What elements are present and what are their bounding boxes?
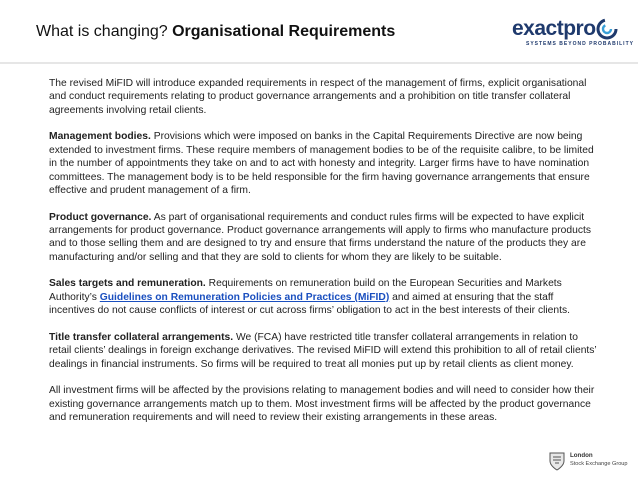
- product-text: As part of organisational requirements and conduct rules firms will be expected to have explicit arrangements for product governance. Product governance arrangements will apply to firms who manufacture products and to those selling them and are designed to try and ensure that firms understand the nature of the products they are manufacturing and/or selling and that they are sold to clients for whom they are likely to be suitable.: [49, 211, 592, 263]
- lse-name: London: [570, 452, 593, 459]
- logo-tagline: SYSTEMS BEYOND PROBABILITY: [526, 41, 634, 47]
- lse-subtitle: Stock Exchange Group: [570, 461, 628, 467]
- sales-heading: Sales targets and remuneration.: [49, 278, 206, 290]
- sales-text-before: Requirements on remuneration build on the European Securities and Markets Authority’s: [49, 278, 562, 303]
- management-text: Provisions which were imposed on banks in the Capital Requirements Directive are now being extended to investment firms. These require members of management bodies to be of the requisite calibre, to be limited in the number of appointments they take on and to act with honesty and integrity. Larger firms have to have nomination committees. The management body is to be held responsible for the firm having governance arrangements that ensure effective and prudent management of a firm.: [49, 131, 594, 197]
- product-heading: Product governance.: [49, 211, 152, 223]
- header-divider: [0, 62, 638, 64]
- title-transfer-paragraph: [49, 331, 597, 371]
- exactpro-logo: [512, 17, 634, 53]
- management-paragraph: [49, 130, 597, 197]
- title-bold: Organisational Requirements: [172, 23, 396, 40]
- content-body: [49, 77, 597, 438]
- sales-text-after: and aimed at ensuring that the staff incentives do not cause conflicts of interest or cut across firms’ obligation to act in the best interests of their clients.: [49, 291, 571, 317]
- title-prefix: What is changing?: [36, 23, 173, 40]
- lse-logo: [548, 451, 628, 475]
- lse-crest-icon: [548, 451, 566, 471]
- logo-wordmark: exactpro: [512, 17, 596, 40]
- page-title: [36, 23, 395, 41]
- sales-paragraph: [49, 277, 597, 317]
- intro-paragraph: The revised MiFID will introduce expanded requirements in respect of the management of firms, explicit organisational and conduct requirements relating to product governance arrangements and a prohibition on title transfer collateral agreements involving retail clients.: [49, 78, 587, 116]
- slide-header: [0, 0, 638, 62]
- product-paragraph: [49, 211, 597, 265]
- title-transfer-heading: Title transfer collateral arrangements.: [49, 331, 234, 343]
- management-heading: Management bodies.: [49, 131, 151, 143]
- closing-paragraph: All investment firms will be affected by the provisions relating to management bodies and will need to consider how their existing governance arrangements match up to them. Most investment firms will be affected by the product governance and remuneration requirements and will need to review their existing arrangements in these areas.: [49, 385, 595, 424]
- exactpro-swirl-icon: [596, 18, 618, 40]
- title-transfer-text: We (FCA) have restricted title transfer collateral arrangements in relation to retail clients’ dealings in foreign exchange derivatives. The revised MiFID will extend this prohibition to all of retail clients’ dealings in financial instruments. So firms will be required to treat all monies put up by retail clients as client money.: [49, 331, 597, 370]
- remuneration-guidelines-link[interactable]: Guidelines on Remuneration Policies and Practices (MiFID): [99, 291, 390, 303]
